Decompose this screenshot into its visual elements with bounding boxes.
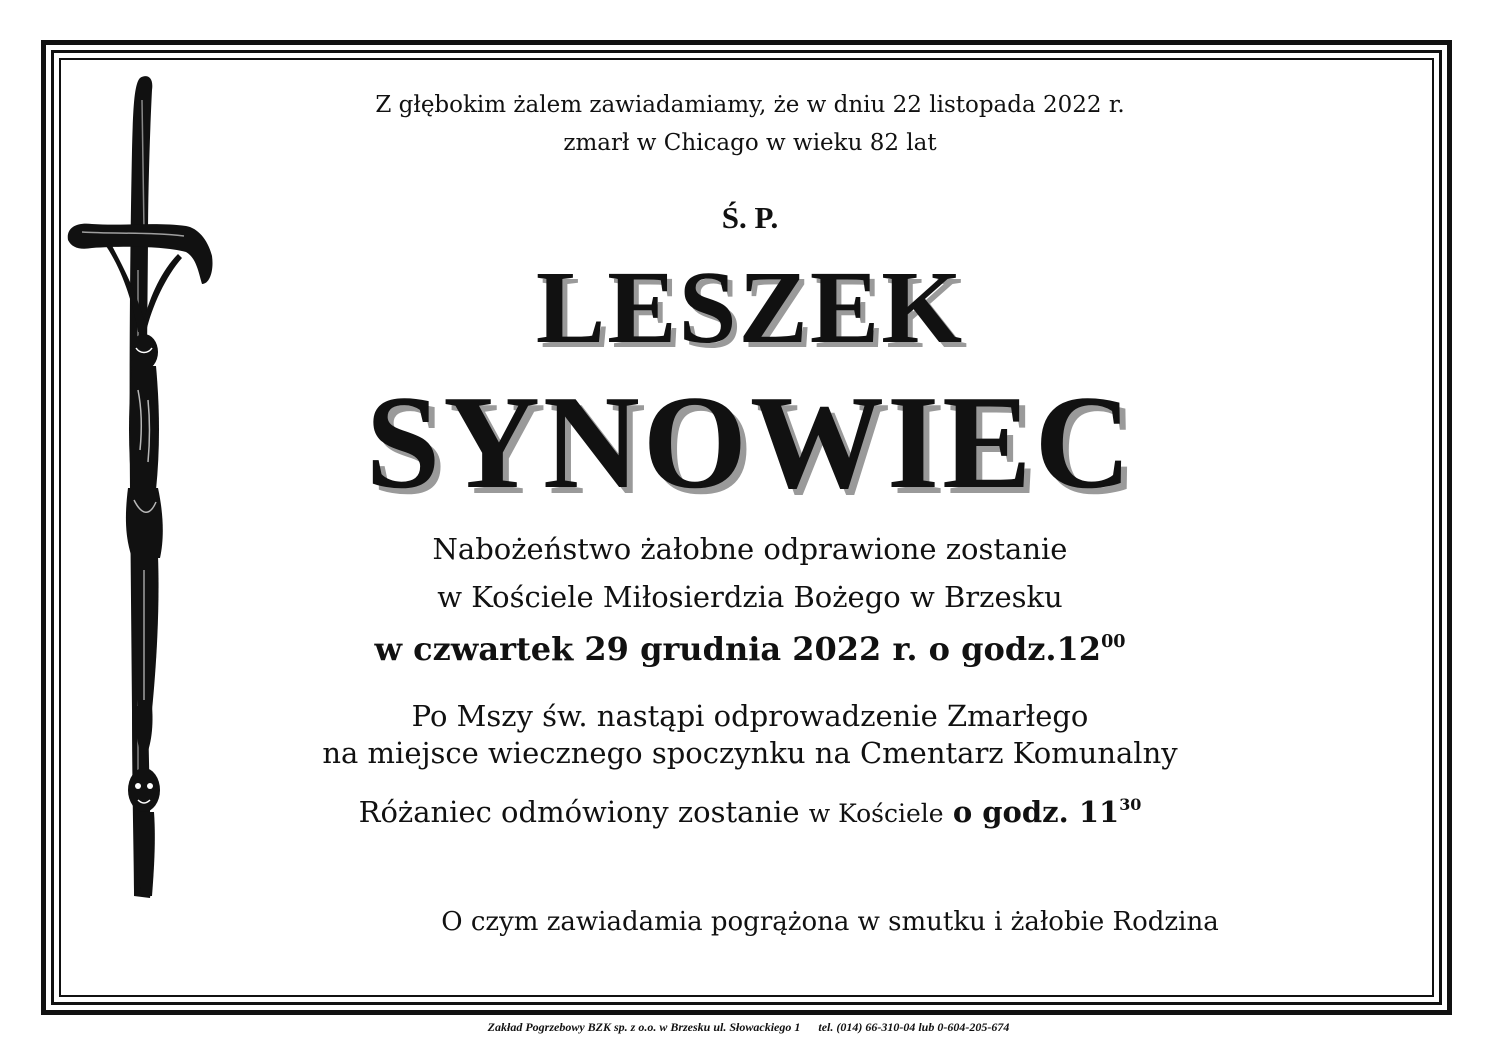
rosary-time: o godz. 11 [952, 795, 1120, 829]
rosary-line [250, 795, 1250, 829]
rosary-text: Różaniec odmówiony zostanie [358, 795, 800, 829]
intro-line-2: zmarł w Chicago w wieku 82 lat [563, 130, 937, 156]
service-line-2: w Kościele Miłosierdzia Bożego w Brzesku [437, 580, 1063, 614]
family-line: O czym zawiadamia pogrążona w smutku i żałobie Rodzina [441, 907, 1219, 937]
inner-border [59, 58, 1434, 997]
procession-line-1: Po Mszy św. nastąpi odprowadzenie Zmarłego [411, 699, 1089, 733]
prefix-sp: Ś. P. [721, 200, 779, 235]
service-line-1: Nabożeństwo żałobne odprawione zostanie [432, 532, 1068, 566]
service-date [250, 630, 1250, 668]
service-date-text: w czwartek 29 grudnia 2022 r. o godz.12 [374, 630, 1102, 668]
rosary-time-minutes: 30 [1119, 795, 1142, 815]
crucifix-icon [62, 70, 222, 900]
deceased-first-name: LESZEK [535, 250, 965, 365]
service-time-minutes: 00 [1101, 630, 1126, 652]
intro-line-1: Z głębokim żalem zawiadamiamy, że w dniu 22 listopada 2022 r. [375, 92, 1125, 118]
footer-phone: tel. (014) 66-310-04 lub 0-604-205-674 [818, 1020, 1010, 1034]
procession-line-2: na miejsce wiecznego spoczynku na Cmentarz Komunalny [322, 736, 1178, 770]
footer [0, 1020, 1497, 1035]
deceased-last-name: SYNOWIEC [365, 368, 1135, 516]
footer-company: Zakład Pogrzebowy BZK sp. z o.o. w Brzesku ul. Słowackiego 1 [487, 1020, 801, 1034]
rosary-place: w Kościele [808, 799, 944, 828]
